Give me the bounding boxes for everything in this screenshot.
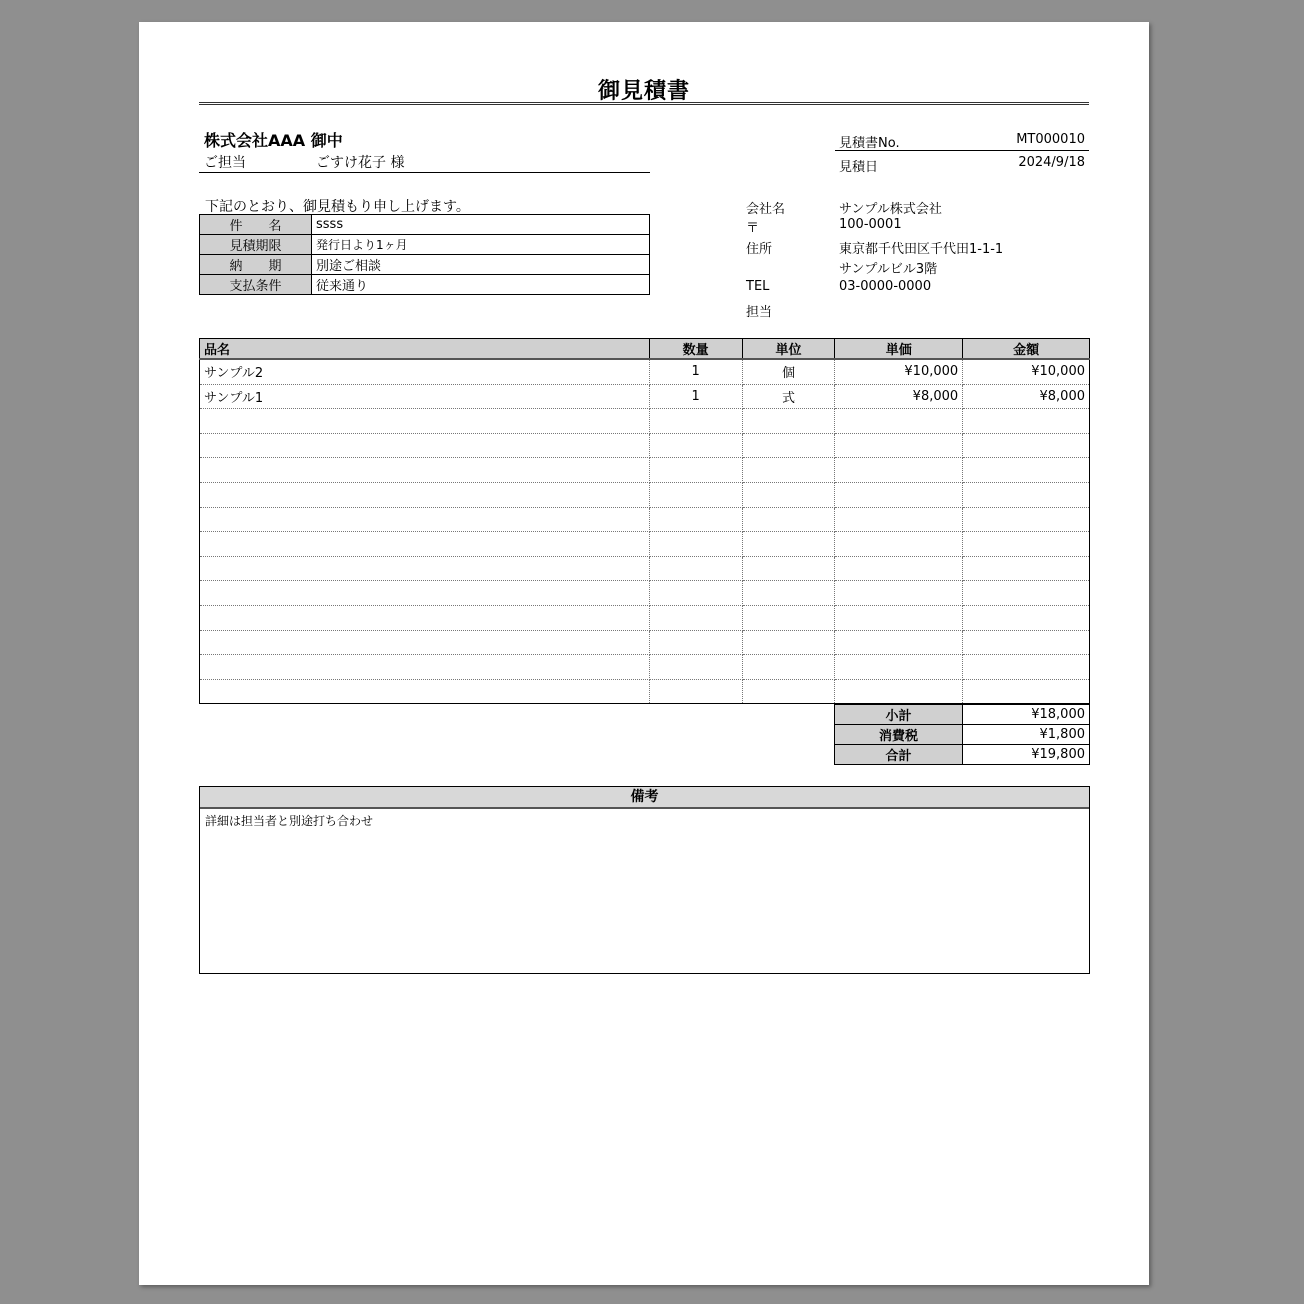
empty-cell <box>835 409 963 434</box>
empty-cell <box>200 458 650 483</box>
tax-row <box>835 725 1090 745</box>
quote-info-table <box>199 214 650 295</box>
subtotal-label: 小計 <box>835 705 963 725</box>
info-row-payment <box>200 275 650 295</box>
subtotal-row <box>835 705 1090 725</box>
info-row-delivery <box>200 255 650 275</box>
empty-cell <box>742 630 835 655</box>
info-label: 納 期 <box>200 255 312 275</box>
empty-cell <box>963 581 1090 606</box>
empty-cell <box>742 556 835 581</box>
table-row-empty <box>200 433 1090 458</box>
table-row-empty <box>200 655 1090 680</box>
empty-cell <box>963 532 1090 557</box>
quote-date-value: 2024/9/18 <box>1018 155 1085 170</box>
empty-cell <box>742 409 835 434</box>
notes-body: 詳細は担当者と別途打ち合わせ <box>205 814 374 828</box>
empty-cell <box>835 532 963 557</box>
line-items-table <box>199 338 1090 704</box>
quote-no-value: MT000010 <box>1016 132 1085 147</box>
empty-cell <box>649 532 742 557</box>
quote-no-underline <box>835 150 1089 151</box>
empty-cell <box>200 605 650 630</box>
empty-cell <box>200 482 650 507</box>
empty-cell <box>200 655 650 680</box>
totals-table <box>834 704 1090 765</box>
empty-cell <box>649 655 742 680</box>
client-underline <box>199 172 650 173</box>
sender-company-value: サンプル株式会社 <box>839 202 942 217</box>
empty-cell <box>835 433 963 458</box>
empty-cell <box>649 507 742 532</box>
empty-cell <box>742 605 835 630</box>
sender-postal-label: 〒 <box>746 221 760 236</box>
item-quantity: 1 <box>649 384 742 409</box>
table-row <box>200 384 1090 409</box>
table-row-empty <box>200 507 1090 532</box>
document-title: 御見積書 <box>597 79 690 104</box>
info-label: 件 名 <box>200 215 312 235</box>
sender-tel-label: TEL <box>746 279 770 294</box>
empty-cell <box>649 458 742 483</box>
empty-cell <box>649 679 742 704</box>
empty-cell <box>963 655 1090 680</box>
table-row-empty <box>200 532 1090 557</box>
sender-tel-value: 03-0000-0000 <box>839 279 932 294</box>
empty-cell <box>835 630 963 655</box>
empty-cell <box>200 581 650 606</box>
empty-cell <box>200 630 650 655</box>
empty-cell <box>200 433 650 458</box>
sender-company-label: 会社名 <box>746 202 786 217</box>
empty-cell <box>742 458 835 483</box>
table-row-empty <box>200 458 1090 483</box>
quote-date-label: 見積日 <box>839 160 879 175</box>
header-amount: 金額 <box>963 339 1090 360</box>
sender-postal-value: 100-0001 <box>839 217 902 232</box>
subtotal-value: ¥18,000 <box>963 705 1090 725</box>
document-page <box>139 22 1149 1285</box>
intro-text: 下記のとおり、御見積もり申し上げます。 <box>205 199 470 215</box>
item-amount: ¥8,000 <box>963 384 1090 409</box>
header-unit: 単位 <box>742 339 835 360</box>
table-row-empty <box>200 581 1090 606</box>
table-row-empty <box>200 556 1090 581</box>
empty-cell <box>742 507 835 532</box>
sender-address-label: 住所 <box>746 242 773 257</box>
empty-cell <box>649 433 742 458</box>
item-amount: ¥10,000 <box>963 359 1090 384</box>
empty-cell <box>835 679 963 704</box>
empty-cell <box>200 409 650 434</box>
empty-cell <box>200 679 650 704</box>
empty-cell <box>835 655 963 680</box>
title-double-rule <box>199 102 1089 105</box>
table-row-empty <box>200 679 1090 704</box>
table-row-empty <box>200 605 1090 630</box>
empty-cell <box>835 458 963 483</box>
table-row-empty <box>200 409 1090 434</box>
empty-cell <box>649 630 742 655</box>
tax-label: 消費税 <box>835 725 963 745</box>
empty-cell <box>963 507 1090 532</box>
item-unit: 式 <box>742 384 835 409</box>
empty-cell <box>742 482 835 507</box>
total-value: ¥19,800 <box>963 745 1090 765</box>
empty-cell <box>649 556 742 581</box>
info-row-validity <box>200 235 650 255</box>
header-unit-price: 単価 <box>835 339 963 360</box>
item-name: サンプル2 <box>200 359 650 384</box>
table-row-empty <box>200 630 1090 655</box>
item-unit-price: ¥10,000 <box>835 359 963 384</box>
empty-cell <box>649 605 742 630</box>
total-row <box>835 745 1090 765</box>
empty-cell <box>649 409 742 434</box>
empty-cell <box>963 433 1090 458</box>
info-label: 見積期限 <box>200 235 312 255</box>
item-unit: 個 <box>742 359 835 384</box>
empty-cell <box>835 605 963 630</box>
item-unit-price: ¥8,000 <box>835 384 963 409</box>
info-value: 従来通り <box>312 275 650 295</box>
sender-address-line1: 東京都千代田区千代田1-1-1 <box>839 242 1004 257</box>
info-value: 発行日より1ヶ月 <box>312 235 650 255</box>
empty-cell <box>742 655 835 680</box>
empty-cell <box>200 507 650 532</box>
empty-cell <box>835 556 963 581</box>
info-row-subject <box>200 215 650 235</box>
empty-cell <box>835 581 963 606</box>
item-name: サンプル1 <box>200 384 650 409</box>
sender-person-label: 担当 <box>746 305 773 320</box>
empty-cell <box>963 458 1090 483</box>
empty-cell <box>835 507 963 532</box>
client-contact-label: ご担当 <box>204 155 246 171</box>
empty-cell <box>963 630 1090 655</box>
empty-cell <box>742 581 835 606</box>
empty-cell <box>963 482 1090 507</box>
empty-cell <box>200 556 650 581</box>
empty-cell <box>963 605 1090 630</box>
header-quantity: 数量 <box>649 339 742 360</box>
empty-cell <box>649 482 742 507</box>
notes-section <box>199 786 1090 974</box>
client-name: 株式会社AAA 御中 <box>204 131 343 150</box>
empty-cell <box>742 679 835 704</box>
empty-cell <box>963 556 1090 581</box>
tax-value: ¥1,800 <box>963 725 1090 745</box>
empty-cell <box>649 581 742 606</box>
sender-address-line2: サンプルビル3階 <box>839 262 938 277</box>
line-items-header-row <box>200 339 1090 360</box>
empty-cell <box>200 532 650 557</box>
total-label: 合計 <box>835 745 963 765</box>
empty-cell <box>742 532 835 557</box>
empty-cell <box>835 482 963 507</box>
client-contact-value: ごすけ花子 様 <box>316 155 405 171</box>
quote-no-label: 見積書No. <box>839 136 900 151</box>
empty-cell <box>963 409 1090 434</box>
empty-cell <box>963 679 1090 704</box>
item-quantity: 1 <box>649 359 742 384</box>
header-item-name: 品名 <box>200 339 650 360</box>
info-value: ssss <box>312 215 650 235</box>
info-value: 別途ご相談 <box>312 255 650 275</box>
info-label: 支払条件 <box>200 275 312 295</box>
notes-header: 備考 <box>200 787 1089 809</box>
empty-cell <box>742 433 835 458</box>
table-row <box>200 359 1090 384</box>
table-row-empty <box>200 482 1090 507</box>
